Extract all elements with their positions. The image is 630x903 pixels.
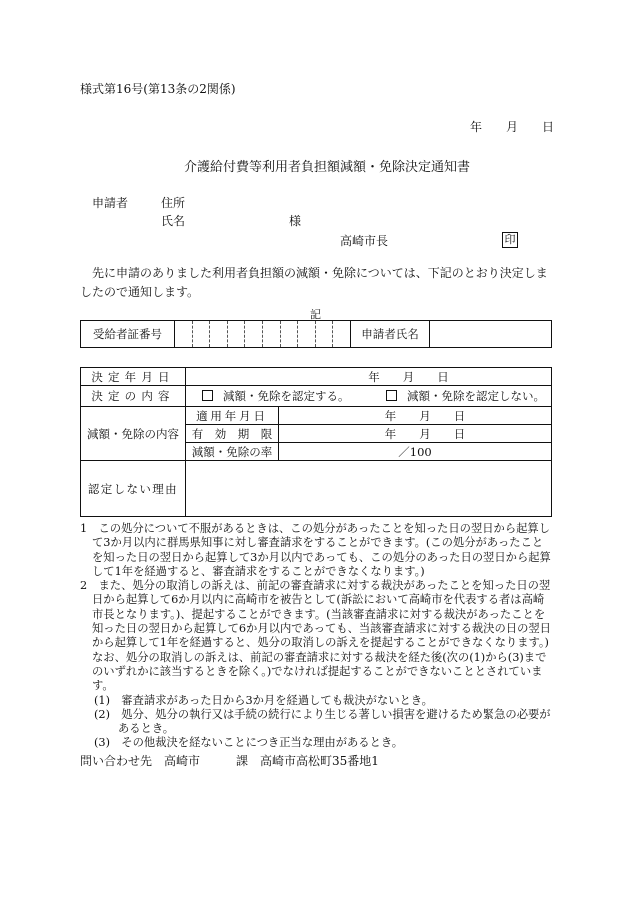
note-sub-2: (2) 処分、処分の執行又は手続の続行により生じる著しい損害を避けるため緊急の必要があるとき。 [94,707,551,736]
mayor-label: 高崎市長 [340,234,389,248]
checkbox-deny [386,390,397,401]
notice-body: 先に申請のありました利用者負担額の減額・免除については、下記のとおり決定しましたので通知します。 [80,266,548,299]
reason-value [186,461,552,517]
decision-date-label: 決定年月日 [81,368,186,386]
option-approve-label: 減額・免除を認定する。 [223,389,350,403]
form-number: 様式第16号(第13条の2関係) [80,82,236,96]
note-2: 2 また、処分の取消しの訴えは、前記の審査請求に対する裁決があったことを知った日の翌日から起算して6か月以内に高崎市を被告として(訴訟において高崎市を代表する者は高崎市長となります。)、提起することができます。(当該審査請求に対する裁決があったことを知った日の翌日から起算して6か月以内であっても、当該審査請求に対する裁決の日の翌日から起算して1年を経過すると、処分の取消しの訴えを提起することができなくなります。)なお、処分の取消しの訴えは、前記の審査請求に対する裁決を経た後(次の(1)から(3)までのいずれかに該当するときを除く。)でなければ提起することができないこととされています。 [80,579,551,693]
decision-options [186,386,552,407]
address-label: 住所 [161,196,186,210]
contact-info: 問い合わせ先 高崎市 課 高崎市高松町35番地1 [80,754,379,768]
honorific-sama: 様 [289,214,302,228]
valid-period-value: 年 月 日 [279,425,552,443]
reduction-content-label: 減額・免除の内容 [81,407,186,461]
note-1: 1 この処分について不服があるときは、この処分があったことを知った日の翌日から起算して3か月以内に群馬県知事に対し審査請求をすることができます。(この処分があったことを知った日の翌日から起算して3か月以内であっても、この処分のあった日の翌日から起算して1年を経過すると、審査請求をすることができなくなります。) [80,522,551,578]
applicant-name-label: 申請者氏名 [351,321,430,348]
applicant-label: 申請者 [92,196,129,210]
recipient-number-label: 受給者証番号 [81,321,175,348]
recipient-number-cells [175,321,351,348]
decision-date-value: 年 月 日 [186,368,552,386]
option-approve [202,388,350,404]
note-sub-1: (1) 審査請求があった日から3か月を経過しても裁決がないとき。 [94,693,433,707]
option-deny-label: 減額・免除を認定しない。 [407,389,545,403]
apply-date-label: 適用年月日 [186,407,279,425]
issue-date: 年 月 日 [470,120,555,134]
checkbox-approve [202,390,213,401]
decision-table [80,367,552,517]
reason-label: 認定しない理由 [81,461,186,517]
rate-value: ／100 [279,443,552,461]
notes-section [80,522,552,751]
document-title: 介護給付費等利用者負担額減額・免除決定通知書 [184,160,471,175]
valid-period-label: 有 効 期 限 [186,425,279,443]
ki-heading: 記 [310,308,321,321]
note-sub-3: (3) その他裁決を経ないことにつき正当な理由があるとき。 [94,736,404,750]
apply-date-value: 年 月 日 [279,407,552,425]
recipient-table [80,320,552,348]
seal-mark: 印 [502,232,518,248]
option-deny [386,388,545,404]
applicant-name-value [430,321,552,348]
rate-label: 減額・免除の率 [186,443,279,461]
name-label: 氏名 [161,214,186,228]
decision-content-label: 決定の内容 [81,386,186,407]
